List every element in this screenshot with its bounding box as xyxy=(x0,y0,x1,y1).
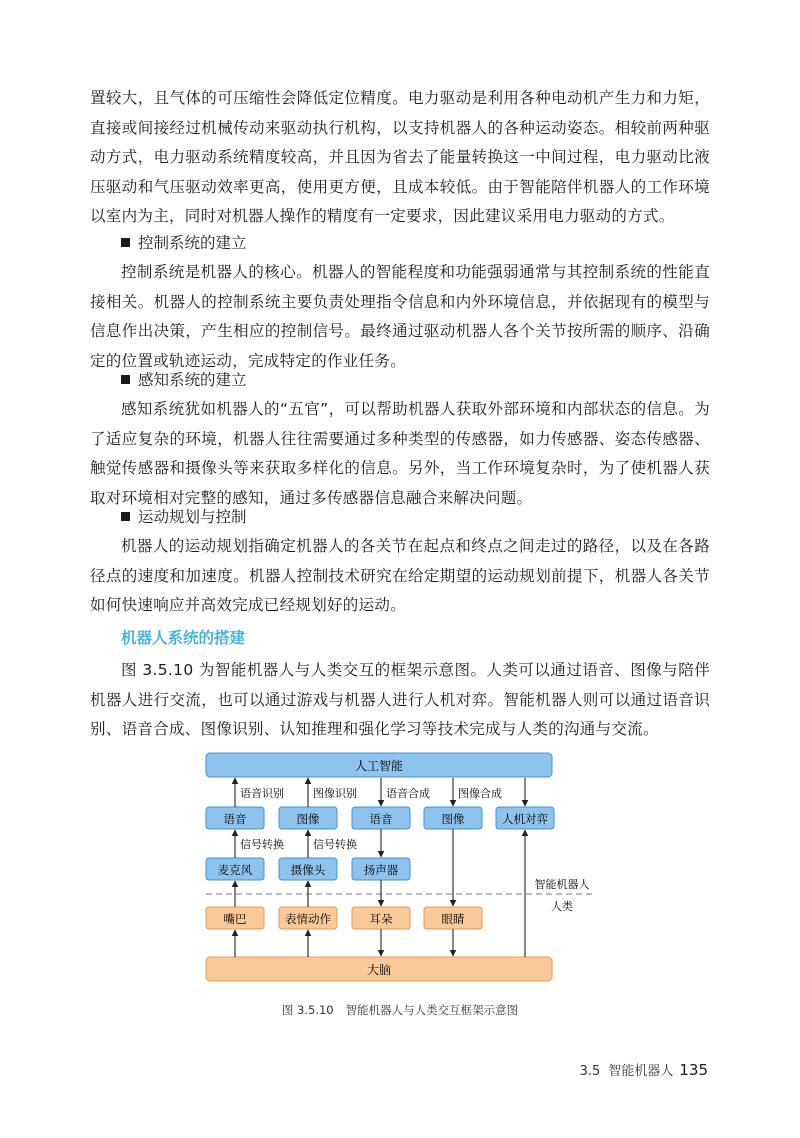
blue-row xyxy=(206,807,554,829)
speech-recognition-label: 语音识别 xyxy=(240,787,284,800)
device-row xyxy=(206,858,410,880)
page-number: 135 xyxy=(679,1061,708,1079)
eye-label: 眼睛 xyxy=(441,912,465,926)
paragraph-control-system: 控制系统是机器人的核心。机器人的智能程度和功能强弱通常与其控制系统的性能直接相关。机器人的控制系统主要负责处理指令信息和内外环境信息，并依据现有的模型与信息作出决策，产生相应的控制信号。最终通过驱动机器人各个关节按所需的顺序、沿确定的位置或轨迹运动，完成特定的作业任务。 xyxy=(90,263,710,370)
paragraph-drive-method: 置较大，且气体的可压缩性会降低定位精度。电力驱动是利用各种电动机产生力和力矩，直接或间接经过机械传动来驱动执行机构，以支持机器人的各种运动姿态。相较前两种驱动方式，电力驱动系统精度较高，并且因为省去了能量转换这一中间过程，电力驱动比液压驱动和气压驱动效率更高，使用更方便，且成本较低。由于智能陪伴机器人的工作环境以室内为主，同时对机器人操作的精度有一定要求，因此建议采用电力驱动的方式。 xyxy=(90,89,710,225)
heading-sensing-text: 感知系统的建立 xyxy=(138,371,247,389)
signal-conversion-label-2: 信号转换 xyxy=(313,838,357,851)
figure-number: 图 3.5.10 xyxy=(281,1003,334,1017)
figure-caption xyxy=(0,1002,800,1018)
robot-side-label: 智能机器人 xyxy=(534,878,590,891)
square-bullet-icon xyxy=(121,375,130,384)
human-row xyxy=(206,907,482,929)
page-footer xyxy=(580,1060,708,1079)
section-title: 机器人系统的搭建 xyxy=(121,629,246,647)
mouth-label: 嘴巴 xyxy=(223,912,247,926)
heading-motion-text: 运动规划与控制 xyxy=(138,508,247,526)
heading-control-system xyxy=(121,229,247,259)
paragraph-figure-intro: 图 3.5.10 为智能机器人与人类交互的框架示意图。人类可以通过语音、图像与陪伴机器人进行交流，也可以通过游戏与机器人进行人机对弈。智能机器人则可以通过语音识别、语音合成、图像识别、认知推理和强化学习等技术完成与人类的沟通与交流。 xyxy=(90,661,710,738)
camera-label: 摄像头 xyxy=(290,863,326,877)
image-synthesis-label: 图像合成 xyxy=(458,787,502,800)
heading-sensing-system xyxy=(121,366,247,396)
footer-section-number: 3.5 xyxy=(579,1064,601,1079)
expression-label: 表情动作 xyxy=(285,912,331,926)
ear-label: 耳朵 xyxy=(369,912,393,926)
interaction-framework-diagram xyxy=(200,745,600,990)
footer-section-title: 智能机器人 xyxy=(608,1064,674,1079)
image-box-1-label: 图像 xyxy=(296,812,320,826)
heading-control-text: 控制系统的建立 xyxy=(138,234,247,252)
square-bullet-icon xyxy=(121,512,130,521)
human-side-label: 人类 xyxy=(551,900,573,913)
speech-box-2-label: 语音 xyxy=(369,812,393,826)
heading-motion-planning xyxy=(121,503,247,533)
paragraph-sensing-system: 感知系统犹如机器人的“五官”，可以帮助机器人获取外部环境和内部状态的信息。为了适应复杂的环境，机器人往往需要通过多种类型的传感器，如力传感器、姿态传感器、触觉传感器和摄像头等来获取多样化的信息。另外，当工作环境复杂时，为了使机器人获取对环境相对完整的感知，通过多传感器信息融合来解决问题。 xyxy=(90,400,710,507)
speaker-label: 扬声器 xyxy=(363,863,399,877)
paragraph-motion-planning: 机器人的运动规划指确定机器人的各关节在起点和终点之间走过的路径，以及在各路径点的速度和加速度。机器人控制技术研究在给定期望的运动规划前提下，机器人各关节如何快速响应并高效完成已经规划好的运动。 xyxy=(90,537,710,614)
image-recognition-label: 图像识别 xyxy=(313,787,357,800)
figure-caption-text: 智能机器人与人类交互框架示意图 xyxy=(345,1003,519,1017)
ai-box-label: 人工智能 xyxy=(354,759,404,773)
square-bullet-icon xyxy=(121,238,130,247)
microphone-label: 麦克风 xyxy=(217,863,253,877)
speech-box-1-label: 语音 xyxy=(223,812,247,826)
image-box-2-label: 图像 xyxy=(441,812,465,826)
signal-conversion-label-1: 信号转换 xyxy=(240,838,284,851)
game-box-label: 人机对弈 xyxy=(502,812,548,826)
speech-synthesis-label: 语音合成 xyxy=(386,787,430,800)
brain-label: 大脑 xyxy=(366,963,392,977)
